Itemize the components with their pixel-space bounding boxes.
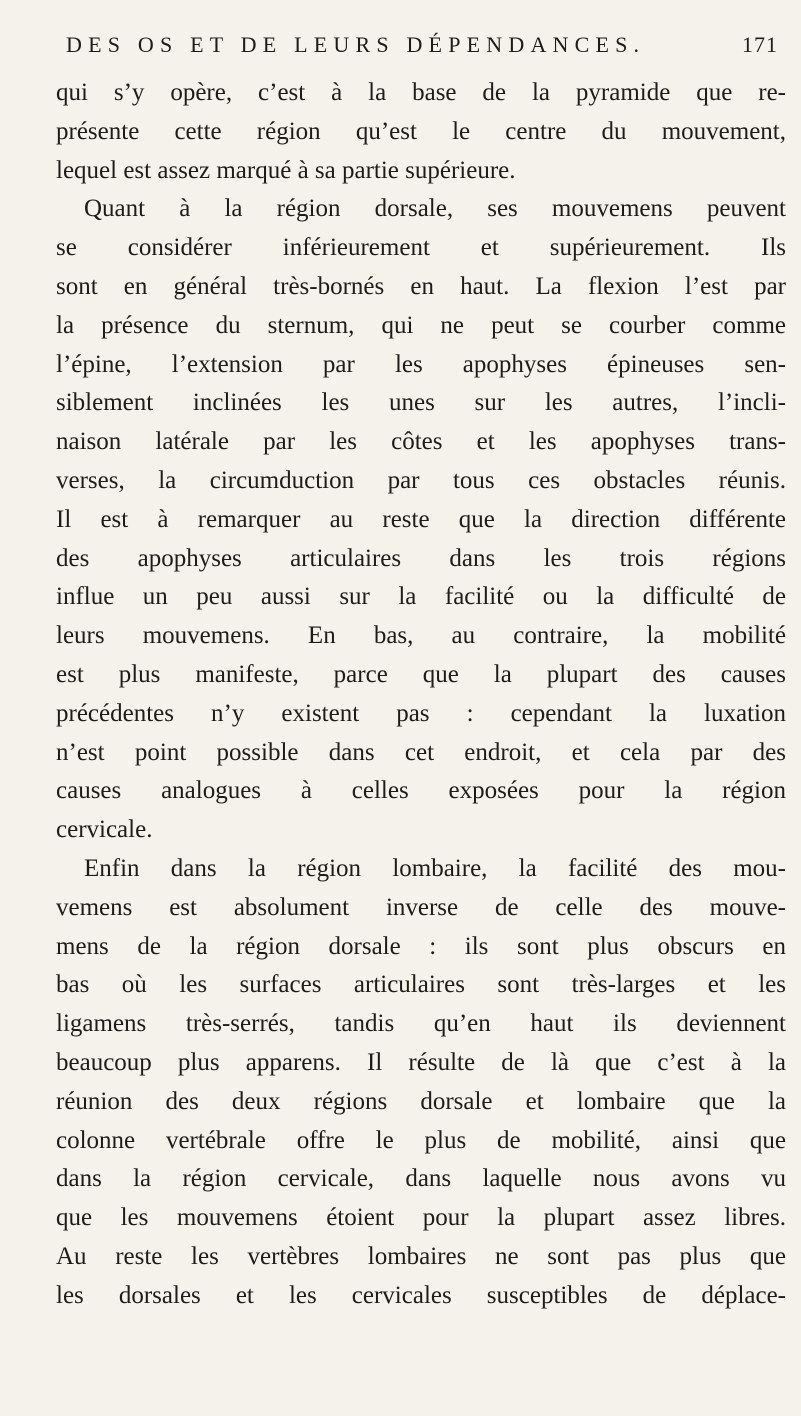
text-line: ligamens très-serrés, tandis qu’en haut ils deviennent: [56, 1010, 786, 1038]
text-line: la présence du sternum, qui ne peut se courber comme: [56, 311, 786, 339]
text-line: naison latérale par les côtes et les apophyses trans-: [56, 428, 786, 456]
text-line: Il est à remarquer au reste que la direction différente: [56, 505, 786, 533]
body-text: [56, 74, 786, 1316]
page-number: 171: [742, 32, 778, 57]
text-line: des apophyses articulaires dans les trois régions: [56, 544, 786, 572]
text-line: les dorsales et les cervicales susceptibles de déplace-: [56, 1281, 786, 1309]
text-line: lequel est assez marqué à sa partie supérieure.: [56, 156, 516, 184]
text-line: que les mouvemens étoient pour la plupart assez libres.: [56, 1204, 786, 1232]
running-title: DES OS ET DE LEURS DÉPENDANCES.: [66, 32, 646, 57]
text-line: beaucoup plus apparens. Il résulte de là que c’est à la: [56, 1048, 786, 1076]
text-line: sont en général très-bornés en haut. La flexion l’est par: [56, 272, 786, 300]
running-head: [60, 30, 780, 62]
text-line: Quant à la région dorsale, ses mouvemens peuvent: [84, 195, 786, 223]
text-line: précédentes n’y existent pas : cependant la luxation: [56, 699, 786, 727]
text-line: verses, la circumduction par tous ces obstacles réunis.: [56, 466, 786, 494]
text-line: influe un peu aussi sur la facilité ou la difficulté de: [56, 583, 786, 611]
text-line: leurs mouvemens. En bas, au contraire, la mobilité: [56, 622, 786, 650]
text-line: est plus manifeste, parce que la plupart des causes: [56, 660, 786, 688]
text-line: se considérer inférieurement et supérieurement. Ils: [56, 234, 786, 262]
text-line: siblement inclinées les unes sur les autres, l’incli-: [56, 389, 786, 417]
text-line: présente cette région qu’est le centre du mouvement,: [56, 117, 786, 145]
text-line: Au reste les vertèbres lombaires ne sont pas plus que: [56, 1242, 786, 1270]
text-line: colonne vertébrale offre le plus de mobilité, ainsi que: [56, 1126, 786, 1154]
text-line: dans la région cervicale, dans laquelle nous avons vu: [56, 1165, 786, 1193]
text-line: vemens est absolument inverse de celle des mouve-: [56, 893, 786, 921]
text-line: mens de la région dorsale : ils sont plus obscurs en: [56, 932, 786, 960]
text-line: qui s’y opère, c’est à la base de la pyramide que re-: [56, 79, 786, 106]
text-line: causes analogues à celles exposées pour la région: [56, 777, 786, 805]
text-line: Enfin dans la région lombaire, la facilité des mou-: [84, 854, 786, 882]
text-line: cervicale.: [56, 816, 153, 844]
text-line: bas où les surfaces articulaires sont très-larges et les: [56, 971, 786, 999]
text-line: réunion des deux régions dorsale et lombaire que la: [56, 1087, 786, 1115]
text-line: l’épine, l’extension par les apophyses épineuses sen-: [56, 350, 786, 378]
text-line: n’est point possible dans cet endroit, et cela par des: [56, 738, 786, 766]
